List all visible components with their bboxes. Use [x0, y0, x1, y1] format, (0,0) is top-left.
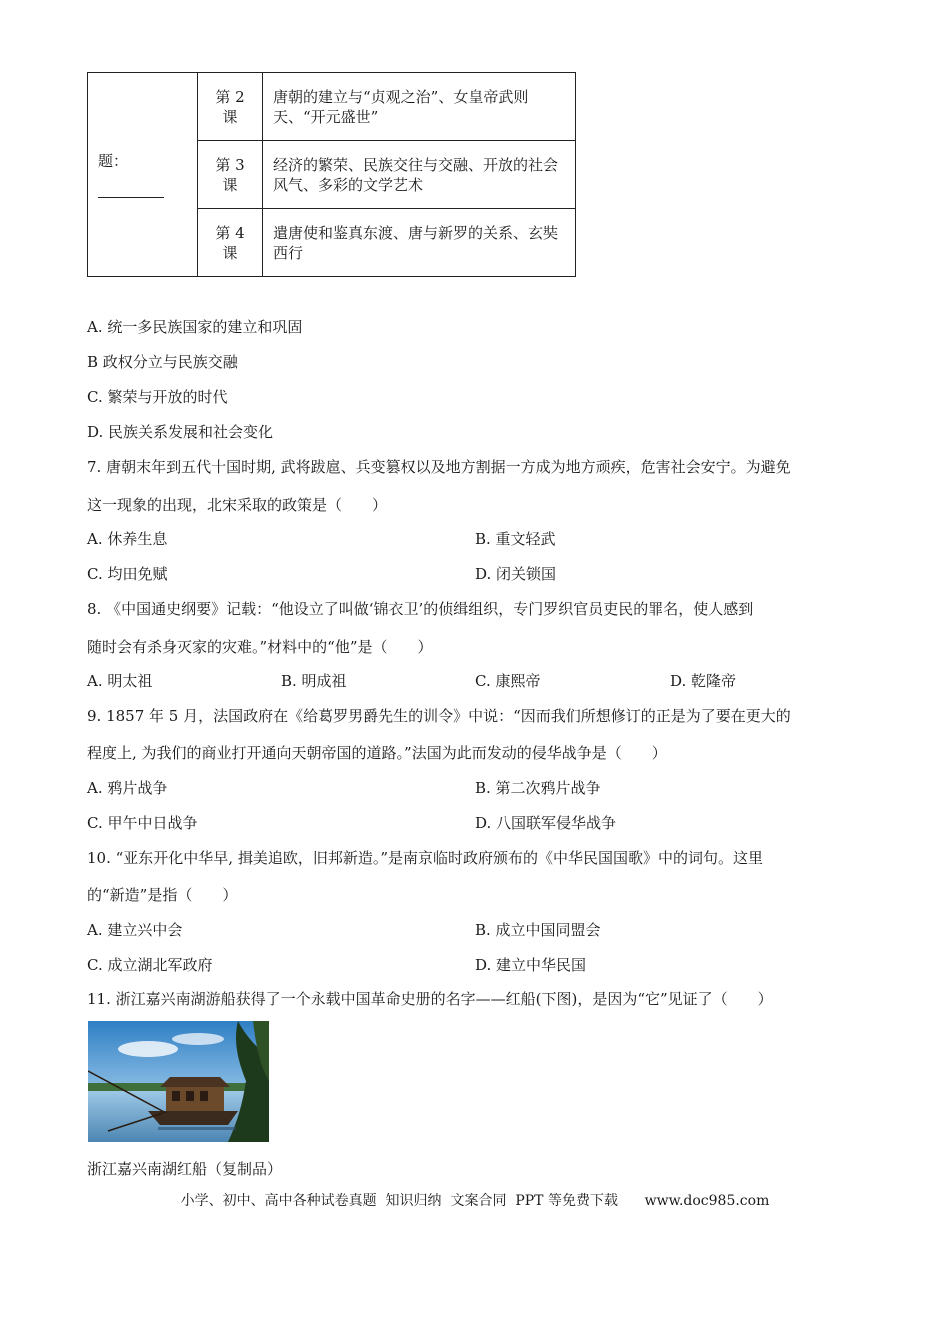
lesson-number: 第 4 课	[198, 209, 263, 277]
q6-option-c: C. 繁荣与开放的时代	[87, 388, 228, 406]
q9-stem-line1: 9. 1857 年 5 月，法国政府在《给葛罗男爵先生的训令》中说：“因而我们所想修订的正是为了要在更大的	[87, 707, 791, 725]
q8-option-d: D. 乾隆帝	[670, 672, 737, 690]
q9-option-c: C. 甲午中日战争	[87, 814, 198, 832]
page-footer: 小学、初中、高中各种试卷真题 知识归纳 文案合同 PPT 等免费下载 www.doc985.com	[180, 1193, 770, 1209]
q11-stem: 11. 浙江嘉兴南湖游船获得了一个永载中国革命史册的名字——红船(下图)，是因为“它”见证了（ ）	[87, 990, 773, 1008]
q7-option-c: C. 均田免赋	[87, 565, 168, 583]
q9-option-a: A. 鸦片战争	[87, 779, 168, 797]
q10-option-c: C. 成立湖北军政府	[87, 956, 213, 974]
q6-option-a: A. 统一多民族国家的建立和巩固	[87, 318, 303, 336]
q7-stem-line2: 这一现象的出现，北宋采取的政策是（ ）	[87, 496, 388, 514]
topic-cell	[88, 73, 198, 277]
q7-option-a: A. 休养生息	[87, 530, 168, 548]
lesson-number: 第 3 课	[198, 141, 263, 209]
red-boat-photo	[88, 1021, 269, 1142]
q6-option-d: D. 民族关系发展和社会变化	[87, 423, 274, 441]
q10-stem-line1: 10. “亚东开化中华早, 揖美追欧，旧邦新造。”是南京临时政府颁布的《中华民国国歌》中的词句。这里	[87, 849, 764, 867]
q8-option-b: B. 明成祖	[281, 672, 347, 690]
q9-option-d: D. 八国联军侵华战争	[475, 814, 617, 832]
q10-option-b: B. 成立中国同盟会	[475, 921, 601, 939]
topic-label: 题：	[98, 152, 129, 170]
topic-blank	[98, 179, 164, 198]
lesson-number: 第 2 课	[198, 73, 263, 141]
q8-stem-line2: 随时会有杀身灭家的灾难。”材料中的“他”是（ ）	[87, 638, 433, 656]
table-row	[88, 73, 576, 141]
q8-option-a: A. 明太祖	[87, 672, 153, 690]
q9-stem-line2: 程度上, 为我们的商业打开通向天朝帝国的道路。”法国为此而发动的侵华战争是（ ）	[87, 744, 667, 762]
lesson-content: 遣唐使和鉴真东渡、唐与新罗的关系、玄奘西行	[263, 209, 576, 277]
photo-caption: 浙江嘉兴南湖红船（复制品）	[87, 1160, 283, 1178]
q9-option-b: B. 第二次鸦片战争	[475, 779, 601, 797]
q10-option-d: D. 建立中华民国	[475, 956, 587, 974]
q10-option-a: A. 建立兴中会	[87, 921, 183, 939]
q7-option-d: D. 闭关锁国	[475, 565, 557, 583]
lesson-content: 经济的繁荣、民族交往与交融、开放的社会风气、多彩的文学艺术	[263, 141, 576, 209]
q10-stem-line2: 的“新造”是指（ ）	[87, 886, 238, 904]
lesson-table	[87, 72, 576, 277]
q8-stem-line1: 8. 《中国通史纲要》记载：“他设立了叫做‘锦衣卫’的侦缉组织，专门罗织官员吏民的罪名，使人感到	[87, 600, 754, 618]
q7-option-b: B. 重文轻武	[475, 530, 556, 548]
q6-option-b: B 政权分立与民族交融	[87, 353, 238, 371]
q7-stem-line1: 7. 唐朝末年到五代十国时期, 武将跋扈、兵变篡权以及地方割据一方成为地方顽疾，危害社会安宁。为避免	[87, 458, 791, 476]
q8-option-c: C. 康熙帝	[475, 672, 541, 690]
lesson-content: 唐朝的建立与“贞观之治”、女皇帝武则天、“开元盛世”	[263, 73, 576, 141]
